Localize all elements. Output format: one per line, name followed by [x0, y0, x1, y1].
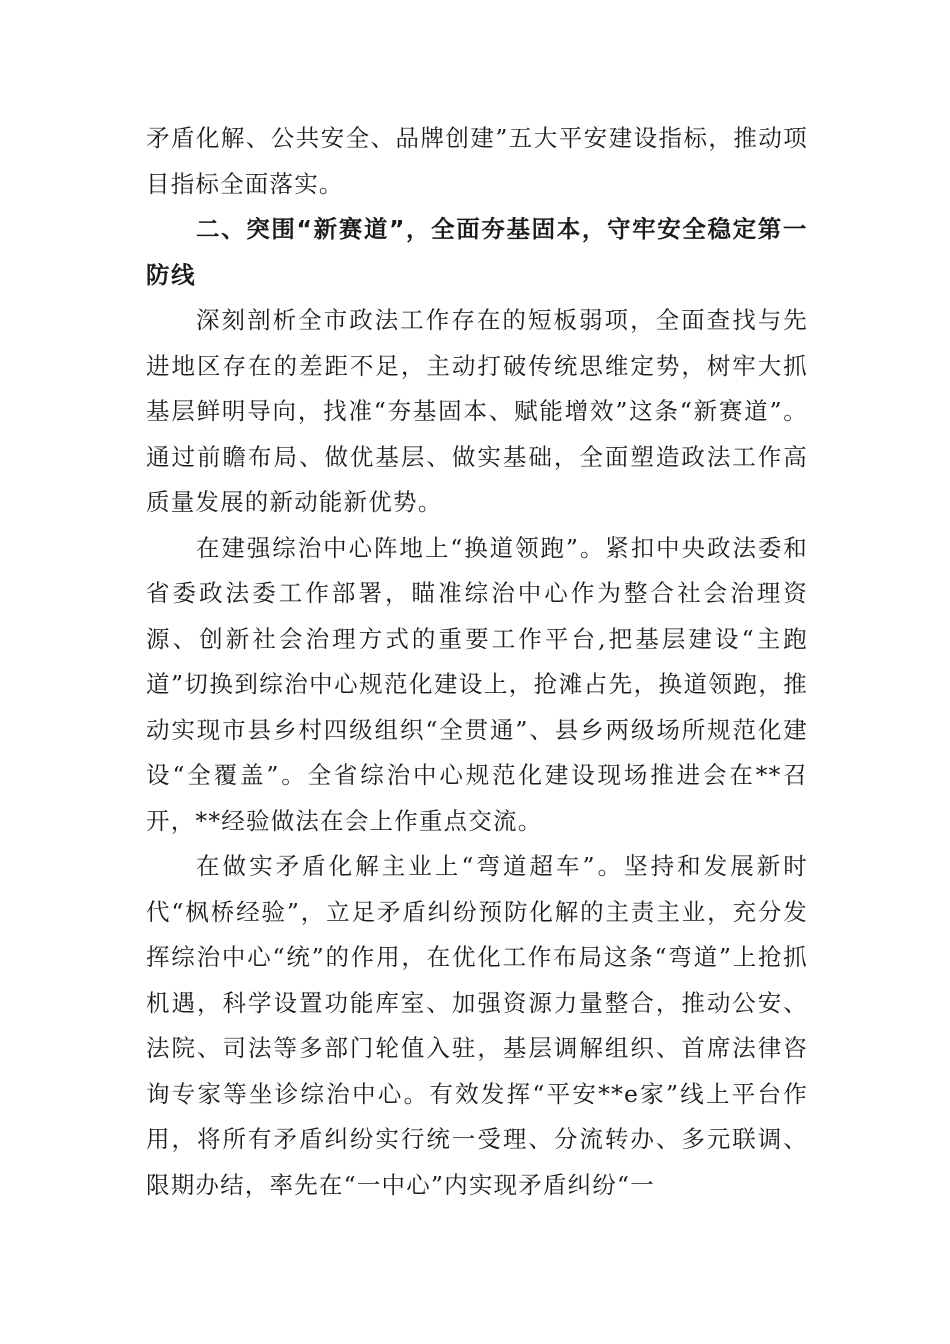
section-heading: 二、突围“新赛道”，全面夯基固本，守牢安全稳定第一防线: [146, 215, 808, 289]
paragraph-conflict-resolution: 在做实矛盾化解主业上“弯道超车”。坚持和发展新时代“枫桥经验”，立足矛盾纠纷预防化解的主责主业，充分发挥综治中心“统”的作用，在优化工作布局这条“弯道”上抢抓机遇，科学设置功能库室、加强资源力量整合，推动公安、法院、司法等多部门轮值入驻，基层调解组织、首席法律咨询专家等坐诊综治中心。有效发挥“平安**e家”线上平台作用，将所有矛盾纠纷实行统一受理、分流转办、多元联调、限期办结，率先在“一中心”内实现矛盾纠纷“一: [146, 852, 808, 1199]
paragraph-continuation: 矛盾化解、公共安全、品牌创建”五大平安建设指标，推动项目指标全面落实。: [146, 124, 808, 198]
document-page: [146, 116, 808, 1208]
paragraph-comprehensive-center: 在建强综治中心阵地上“换道领跑”。紧扣中央政法委和省委政法委工作部署，瞄准综治中心作为整合社会治理资源、创新社会治理方式的重要工作平台,把基层建设“主跑道”切换到综治中心规范化建设上，抢滩占先，换道领跑，推动实现市县乡村四级组织“全贯通”、县乡两级场所规范化建设“全覆盖”。全省综治中心规范化建设现场推进会在**召开，**经验做法在会上作重点交流。: [146, 533, 808, 835]
paragraph-overview: 深刻剖析全市政法工作存在的短板弱项，全面查找与先进地区存在的差距不足，主动打破传统思维定势，树牢大抓基层鲜明导向，找准“夯基固本、赋能增效”这条“新赛道”。通过前瞻布局、做优基层、做实基础，全面塑造政法工作高质量发展的新动能新优势。: [146, 306, 808, 516]
